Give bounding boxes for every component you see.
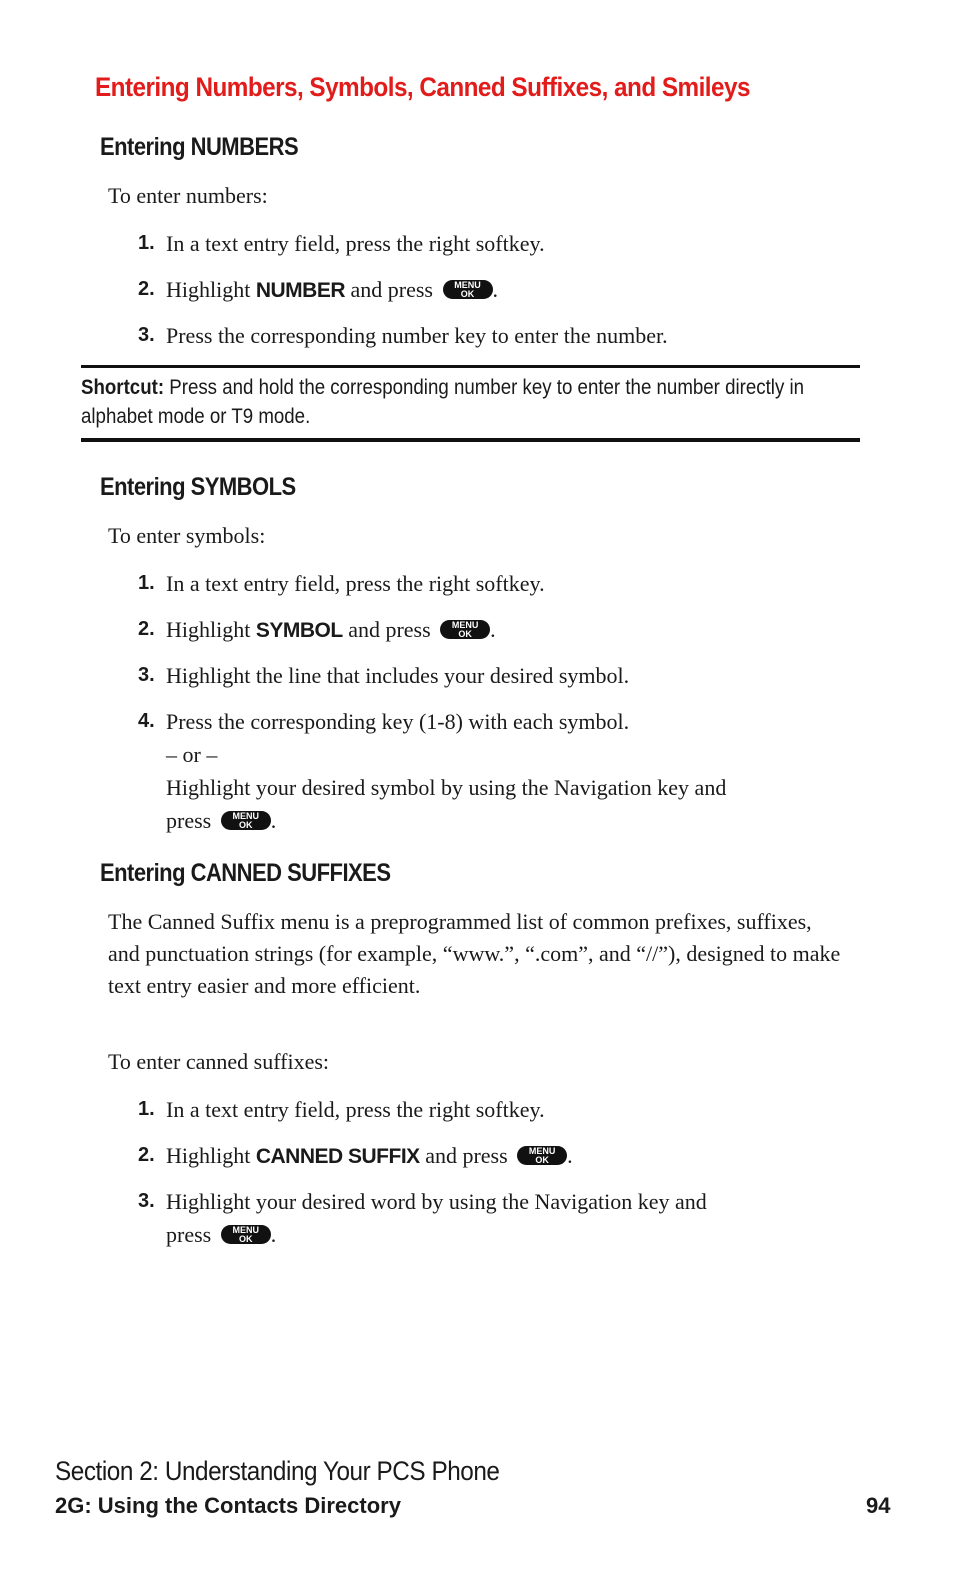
step-number: 4. bbox=[138, 710, 155, 732]
step-text-main: Press the corresponding key (1-8) with each symbol. bbox=[166, 709, 630, 734]
menu-ok-key-icon: MENU OK bbox=[440, 620, 490, 639]
heading-entering-symbols: Entering SYMBOLS bbox=[100, 473, 296, 501]
menu-ok-key-icon: MENU OK bbox=[221, 811, 271, 830]
symbols-step-1 bbox=[138, 567, 858, 600]
step-text-main: Highlight your desired word by using the Navigation key and bbox=[166, 1189, 707, 1214]
step-text-press: press bbox=[166, 808, 217, 833]
step-text-post: and press bbox=[419, 1143, 514, 1168]
symbols-step-3 bbox=[138, 659, 858, 692]
step-number: 3. bbox=[138, 324, 155, 346]
step-text-end: . bbox=[270, 1222, 277, 1247]
suffixes-step-1 bbox=[138, 1093, 858, 1126]
step-number: 3. bbox=[138, 1190, 155, 1212]
step-number: 1. bbox=[138, 572, 155, 594]
step-text-end: . bbox=[270, 808, 277, 833]
numbers-intro: To enter numbers: bbox=[108, 183, 268, 208]
step-text bbox=[166, 1185, 858, 1251]
symbols-intro: To enter symbols: bbox=[108, 523, 266, 548]
menu-option-canned-suffix: CANNED SUFFIX bbox=[255, 1145, 420, 1168]
suffixes-intro: To enter canned suffixes: bbox=[108, 1049, 330, 1074]
footer-chapter-title: 2G: Using the Contacts Directory bbox=[55, 1493, 401, 1518]
step-number: 1. bbox=[138, 1098, 155, 1120]
step-text: In a text entry field, press the right softkey. bbox=[166, 1097, 545, 1122]
step-text bbox=[166, 613, 858, 647]
shortcut-label: Shortcut: bbox=[81, 376, 165, 399]
menu-ok-key-icon: MENU OK bbox=[443, 280, 493, 299]
suffixes-description: The Canned Suffix menu is a preprogrammed list of common prefixes, suffixes, and punctuation strings (for example, “www.”, “.com”, and “//”), designed to make text entry easier and more efficient. bbox=[108, 909, 841, 998]
step-number: 3. bbox=[138, 664, 155, 686]
step-text-post: and press bbox=[345, 277, 439, 302]
numbers-step-1 bbox=[138, 227, 858, 260]
suffixes-step-2 bbox=[138, 1139, 858, 1173]
step-text-alt: Highlight your desired symbol by using the Navigation key and bbox=[166, 775, 727, 800]
footer-section-title: Section 2: Understanding Your PCS Phone bbox=[55, 1456, 500, 1486]
step-text bbox=[166, 705, 858, 837]
step-number: 2. bbox=[138, 278, 155, 300]
step-text-pre: Highlight bbox=[166, 277, 256, 302]
step-text bbox=[166, 1139, 858, 1173]
step-text-pre: Highlight bbox=[166, 1143, 256, 1168]
step-text-pre: Highlight bbox=[166, 617, 256, 642]
shortcut-text bbox=[81, 373, 855, 431]
heading-entering-canned-suffixes: Entering CANNED SUFFIXES bbox=[100, 859, 391, 887]
numbers-step-3 bbox=[138, 319, 858, 352]
page-number: 94 bbox=[866, 1493, 891, 1518]
step-text-or: – or – bbox=[166, 742, 218, 767]
shortcut-body: Press and hold the corresponding number key to enter the number directly in alphabet mode or T9 mode. bbox=[81, 376, 805, 428]
symbols-step-2 bbox=[138, 613, 858, 647]
page-title: Entering Numbers, Symbols, Canned Suffixes, and Smileys bbox=[95, 72, 750, 102]
menu-option-number: NUMBER bbox=[255, 279, 346, 302]
step-number: 1. bbox=[138, 232, 155, 254]
symbols-step-4 bbox=[138, 705, 858, 837]
suffixes-step-3 bbox=[138, 1185, 858, 1251]
step-text-post: and press bbox=[342, 617, 437, 642]
step-text-end: . bbox=[567, 1143, 573, 1168]
step-text: In a text entry field, press the right softkey. bbox=[166, 571, 545, 596]
step-text-end: . bbox=[492, 277, 498, 302]
step-text bbox=[166, 273, 858, 307]
step-text-end: . bbox=[490, 617, 496, 642]
step-text: In a text entry field, press the right softkey. bbox=[166, 231, 545, 256]
step-text: Highlight the line that includes your desired symbol. bbox=[166, 663, 630, 688]
step-number: 2. bbox=[138, 1144, 155, 1166]
menu-option-symbol: SYMBOL bbox=[255, 619, 343, 642]
step-text: Press the corresponding number key to enter the number. bbox=[166, 323, 668, 348]
shortcut-note bbox=[81, 365, 860, 442]
step-number: 2. bbox=[138, 618, 155, 640]
menu-ok-key-icon: MENU OK bbox=[517, 1146, 567, 1165]
menu-ok-key-icon: MENU OK bbox=[221, 1225, 271, 1244]
heading-entering-numbers: Entering NUMBERS bbox=[100, 133, 299, 161]
numbers-step-2 bbox=[138, 273, 858, 307]
step-text-press: press bbox=[166, 1222, 217, 1247]
